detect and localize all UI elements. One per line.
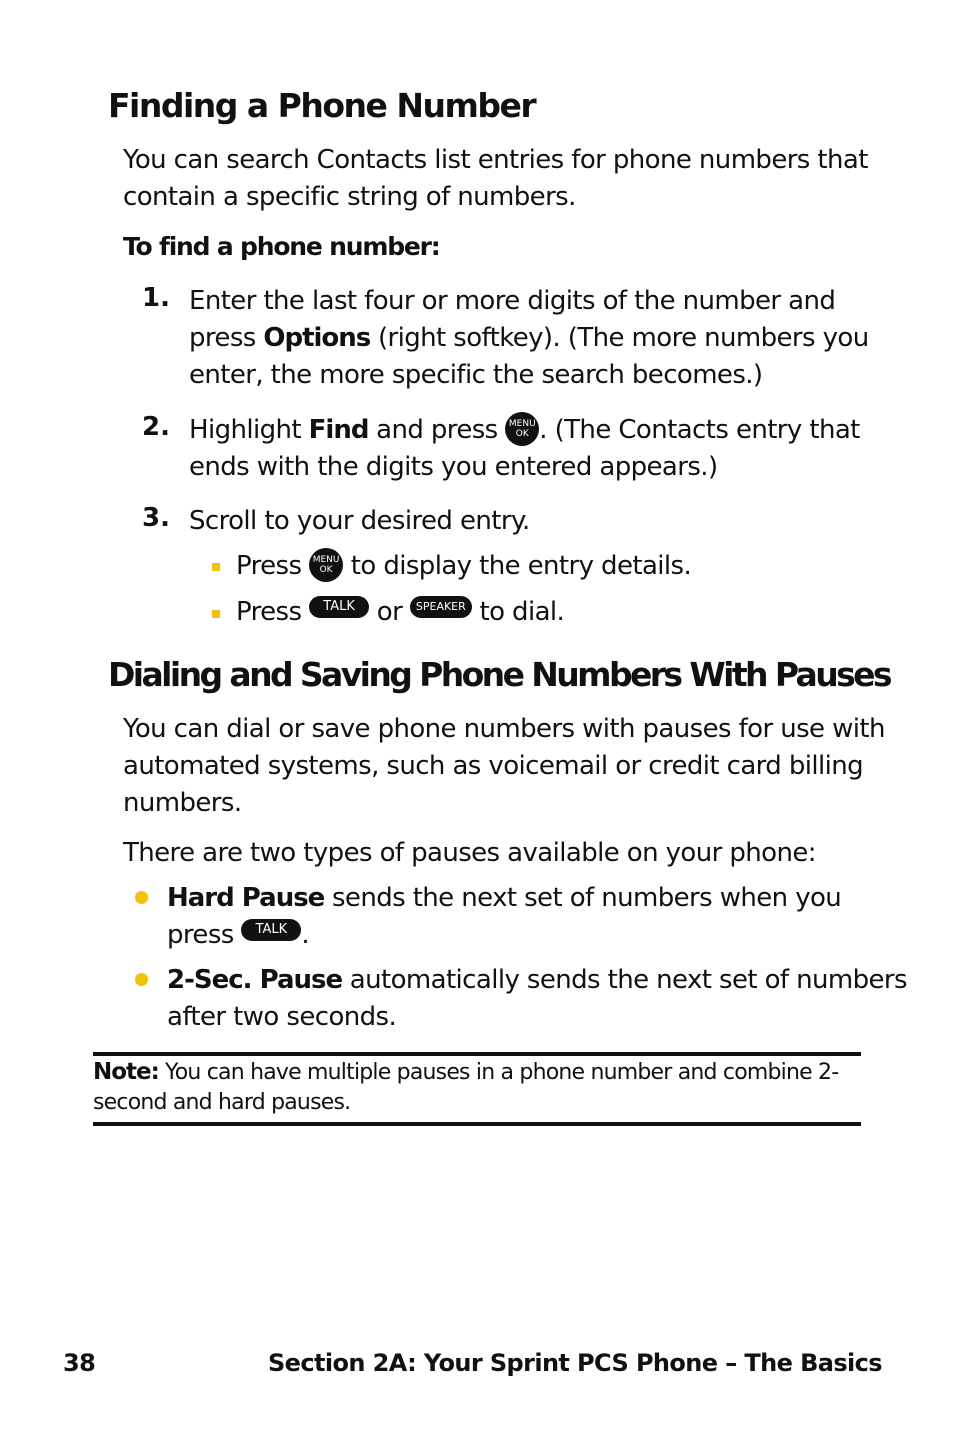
note-label: Note: [93, 1059, 159, 1085]
menu-ok-key-icon: MENU OK [309, 548, 343, 582]
page-number: 38 [63, 1349, 96, 1377]
two-sec-pause-item: 2-Sec. Pause automatically sends the next set of numbers after two seconds. [167, 965, 907, 1032]
talk-key-icon: TALK [309, 596, 369, 618]
step-number: 2. [142, 412, 170, 442]
bullet-square-icon [212, 563, 220, 571]
page-title: Finding a Phone Number [108, 86, 536, 125]
speaker-key-icon: SPEAKER [410, 596, 472, 618]
note-top-rule [93, 1052, 861, 1056]
options-softkey-label: Options [263, 323, 371, 353]
section-title: Dialing and Saving Phone Numbers With Pauses [108, 655, 890, 694]
step-1-text: Enter the last four or more digits of the number and press Options (right softkey). (The more numbers you enter, the more specific the search becomes.) [189, 286, 869, 390]
step-3-text: Scroll to your desired entry. [189, 506, 530, 536]
bullet-dot-icon [135, 973, 148, 986]
bullet-square-icon [212, 610, 220, 618]
talk-key-icon: TALK [241, 919, 301, 941]
step-number: 1. [142, 283, 170, 313]
step-3-bullet-1: Press MENU OK to display the entry details. [236, 548, 691, 585]
hard-pause-item: Hard Pause sends the next set of numbers when you press TALK . [167, 883, 842, 950]
step-3-bullet-2: Press TALK or SPEAKER to dial. [236, 597, 565, 627]
intro-paragraph: You can search Contacts list entries for phone numbers that contain a specific string of numbers. [123, 145, 868, 212]
menu-ok-key-icon: MENU OK [505, 412, 539, 446]
section-footer-title: Section 2A: Your Sprint PCS Phone – The Basics [267, 1349, 882, 1377]
step-number: 3. [142, 503, 170, 533]
note-bottom-rule [93, 1122, 861, 1126]
procedure-heading: To find a phone number: [123, 232, 440, 261]
pauses-intro-paragraph: You can dial or save phone numbers with pauses for use with automated systems, such as voicemail or credit card billing numbers. [123, 714, 885, 818]
bullet-dot-icon [135, 891, 148, 904]
pause-types-line: There are two types of pauses available on your phone: [123, 838, 816, 868]
find-option-label: Find [308, 415, 369, 445]
step-2-text: Highlight Find and press MENU OK . (The Contacts entry that ends with the digits you entered appears.) [189, 412, 860, 486]
note-box: Note: You can have multiple pauses in a phone number and combine 2- second and hard pauses. [93, 1059, 839, 1115]
